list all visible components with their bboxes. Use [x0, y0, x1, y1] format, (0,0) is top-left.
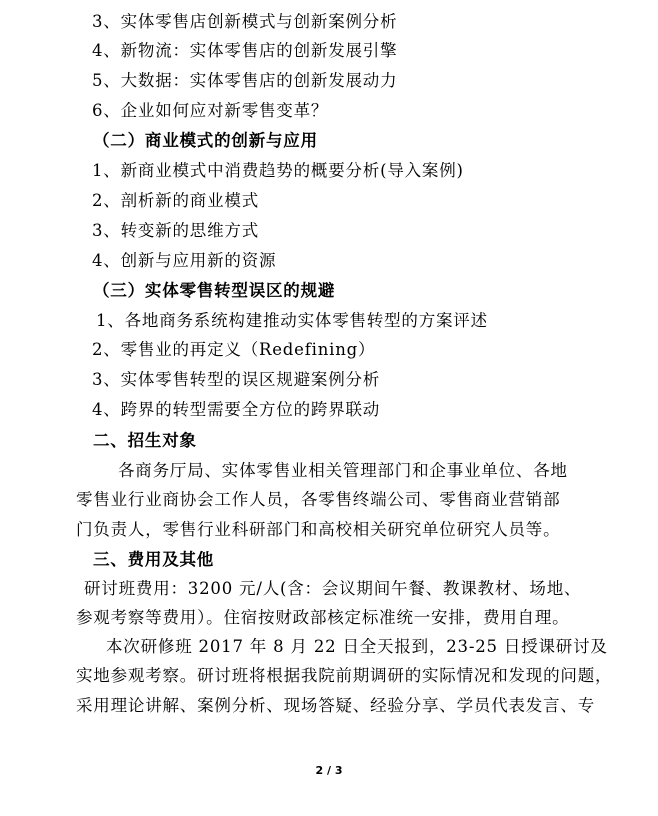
paragraph-line: 零售业行业商协会工作人员，各零售终端公司、零售商业营销部	[76, 490, 561, 509]
section-heading: 二、招生对象	[93, 431, 197, 450]
paragraph-line: 本次研修班 2017 年 8 月 22 日全天报到，23-25 日授课研讨及	[106, 637, 608, 656]
paragraph-line: 研讨班费用：3200 元/人(含：会议期间午餐、教课教材、场地、	[84, 579, 582, 598]
paragraph-line: 门负责人，零售行业科研部门和高校相关研究单位研究人员等。	[76, 520, 561, 539]
paragraph-line: 各商务厅局、实体零售业相关管理部门和企事业单位、各地	[118, 461, 568, 480]
list-item: 4、跨界的转型需要全方位的跨界联动	[92, 400, 381, 419]
list-item: 5、大数据：实体零售店的创新发展动力	[92, 71, 398, 90]
list-item: 3、实体零售店创新模式与创新案例分析	[92, 12, 398, 31]
list-item: 2、零售业的再定义（Redefining）	[92, 340, 376, 359]
paragraph-line: 实地参观考察。研讨班将根据我院前期调研的实际情况和发现的问题，	[76, 666, 613, 685]
section-heading: 三、费用及其他	[93, 550, 215, 569]
section-heading: （二）商业模式的创新与应用	[93, 131, 318, 150]
list-item: 4、创新与应用新的资源	[92, 251, 277, 270]
list-item: 1、各地商务系统构建推动实体零售转型的方案评述	[96, 311, 488, 330]
paragraph-line: 参观考察等费用）。住宿按财政部核定标准统一安排，费用自理。	[76, 608, 570, 627]
list-item: 6、企业如何应对新零售变革？	[92, 101, 329, 120]
list-item: 3、实体零售转型的误区规避案例分析	[92, 370, 381, 389]
list-item: 1、新商业模式中消费趋势的概要分析(导入案例)	[92, 161, 464, 180]
list-item: 2、剖析新的商业模式	[92, 191, 259, 210]
paragraph-line: 采用理论讲解、案例分析、现场答疑、经验分享、学员代表发言、专	[76, 696, 595, 715]
list-item: 4、新物流：实体零售店的创新发展引擎	[92, 41, 398, 60]
list-item: 3、转变新的思维方式	[92, 221, 259, 240]
page-number: 2 / 3	[315, 764, 343, 777]
section-heading: （三）实体零售转型误区的规避	[93, 281, 336, 300]
